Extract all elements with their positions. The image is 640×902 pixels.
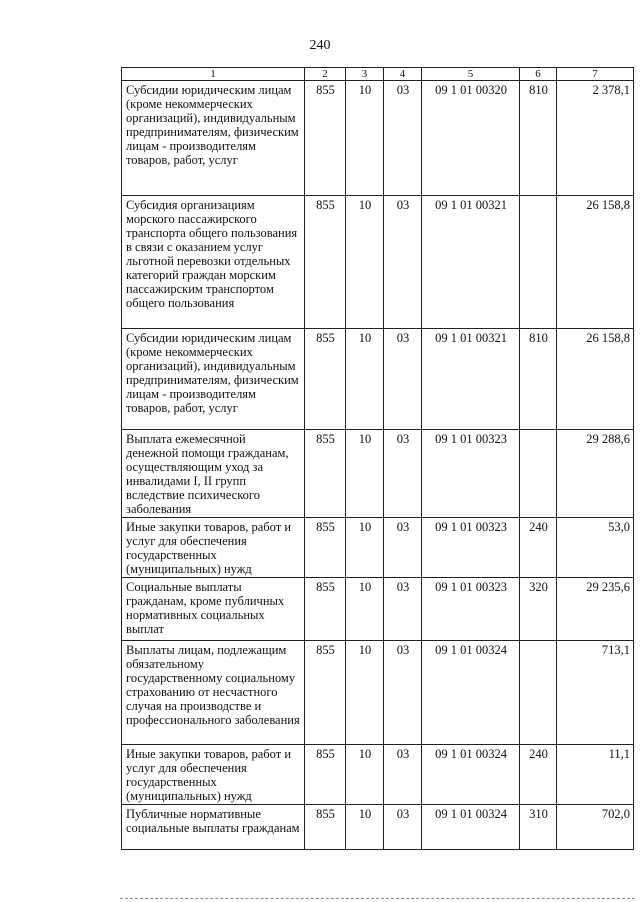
row-expense-type-cell: 810 [520,329,557,430]
row-amount-cell: 2 378,1 [557,81,634,196]
row-section-cell: 10 [346,329,384,430]
row-section-cell: 10 [346,196,384,329]
row-ministry-code-cell: 855 [305,641,346,745]
column-header: 7 [557,68,634,81]
row-expense-type-cell [520,196,557,329]
column-header: 1 [122,68,305,81]
row-name-cell: Субсидия организациям морского пассажирского транспорта общего пользования в связи с оказанием услуг льготной перевозки отдельных категорий граждан морским пассажирским транспортом общего пользования [122,196,305,329]
row-ministry-code-cell: 855 [305,329,346,430]
table-row [122,745,634,805]
row-subsection-cell: 03 [384,81,422,196]
row-target-article-cell: 09 1 01 00321 [422,329,520,430]
row-section-cell: 10 [346,578,384,641]
row-amount-cell: 53,0 [557,518,634,578]
row-section-cell: 10 [346,518,384,578]
row-subsection-cell: 03 [384,196,422,329]
column-header: 3 [346,68,384,81]
row-name-cell: Публичные нормативные социальные выплаты гражданам [122,805,305,850]
row-subsection-cell: 03 [384,329,422,430]
row-subsection-cell: 03 [384,641,422,745]
row-target-article-cell: 09 1 01 00324 [422,641,520,745]
row-expense-type-cell [520,430,557,518]
row-subsection-cell: 03 [384,518,422,578]
row-subsection-cell: 03 [384,578,422,641]
row-amount-cell: 29 235,6 [557,578,634,641]
row-ministry-code-cell: 855 [305,578,346,641]
row-name-cell: Выплаты лицам, подлежащим обязательному государственному социальному страхованию от несчастного случая на производстве и профессионального заболевания [122,641,305,745]
row-ministry-code-cell: 855 [305,430,346,518]
row-name-cell: Иные закупки товаров, работ и услуг для обеспечения государственных (муниципальных) нужд [122,745,305,805]
row-amount-cell: 26 158,8 [557,329,634,430]
row-ministry-code-cell: 855 [305,196,346,329]
row-section-cell: 10 [346,745,384,805]
table-header-row [122,68,634,81]
row-expense-type-cell: 310 [520,805,557,850]
row-amount-cell: 11,1 [557,745,634,805]
row-subsection-cell: 03 [384,745,422,805]
row-name-cell: Иные закупки товаров, работ и услуг для обеспечения государственных (муниципальных) нужд [122,518,305,578]
row-target-article-cell: 09 1 01 00324 [422,745,520,805]
table-row [122,430,634,518]
row-target-article-cell: 09 1 01 00323 [422,518,520,578]
row-expense-type-cell: 240 [520,745,557,805]
column-header: 5 [422,68,520,81]
budget-table [121,67,634,850]
table-row [122,518,634,578]
row-amount-cell: 29 288,6 [557,430,634,518]
row-section-cell: 10 [346,81,384,196]
row-subsection-cell: 03 [384,805,422,850]
row-amount-cell: 702,0 [557,805,634,850]
row-name-cell: Выплата ежемесячной денежной помощи гражданам, осуществляющим уход за инвалидами I, II групп вследствие психического заболевания [122,430,305,518]
row-ministry-code-cell: 855 [305,745,346,805]
row-subsection-cell: 03 [384,430,422,518]
row-section-cell: 10 [346,641,384,745]
column-header: 6 [520,68,557,81]
page-bottom-rule [120,898,635,899]
row-amount-cell: 713,1 [557,641,634,745]
row-expense-type-cell: 810 [520,81,557,196]
row-expense-type-cell [520,641,557,745]
row-ministry-code-cell: 855 [305,81,346,196]
row-expense-type-cell: 320 [520,578,557,641]
row-target-article-cell: 09 1 01 00321 [422,196,520,329]
row-name-cell: Социальные выплаты гражданам, кроме публичных нормативных социальных выплат [122,578,305,641]
row-target-article-cell: 09 1 01 00323 [422,430,520,518]
row-name-cell: Субсидии юридическим лицам (кроме некоммерческих организаций), индивидуальным предпринимателям, физическим лицам - производителям товаров, работ, услуг [122,81,305,196]
row-ministry-code-cell: 855 [305,805,346,850]
column-header: 2 [305,68,346,81]
column-header: 4 [384,68,422,81]
row-section-cell: 10 [346,805,384,850]
table-row [122,641,634,745]
row-ministry-code-cell: 855 [305,518,346,578]
row-name-cell: Субсидии юридическим лицам (кроме некоммерческих организаций), индивидуальным предпринимателям, физическим лицам - производителям товаров, работ, услуг [122,329,305,430]
row-target-article-cell: 09 1 01 00324 [422,805,520,850]
table-row [122,81,634,196]
table-row [122,578,634,641]
table-row [122,805,634,850]
row-amount-cell: 26 158,8 [557,196,634,329]
row-expense-type-cell: 240 [520,518,557,578]
page-number: 240 [309,38,331,53]
row-section-cell: 10 [346,430,384,518]
table-row [122,329,634,430]
row-target-article-cell: 09 1 01 00323 [422,578,520,641]
row-target-article-cell: 09 1 01 00320 [422,81,520,196]
table-row [122,196,634,329]
